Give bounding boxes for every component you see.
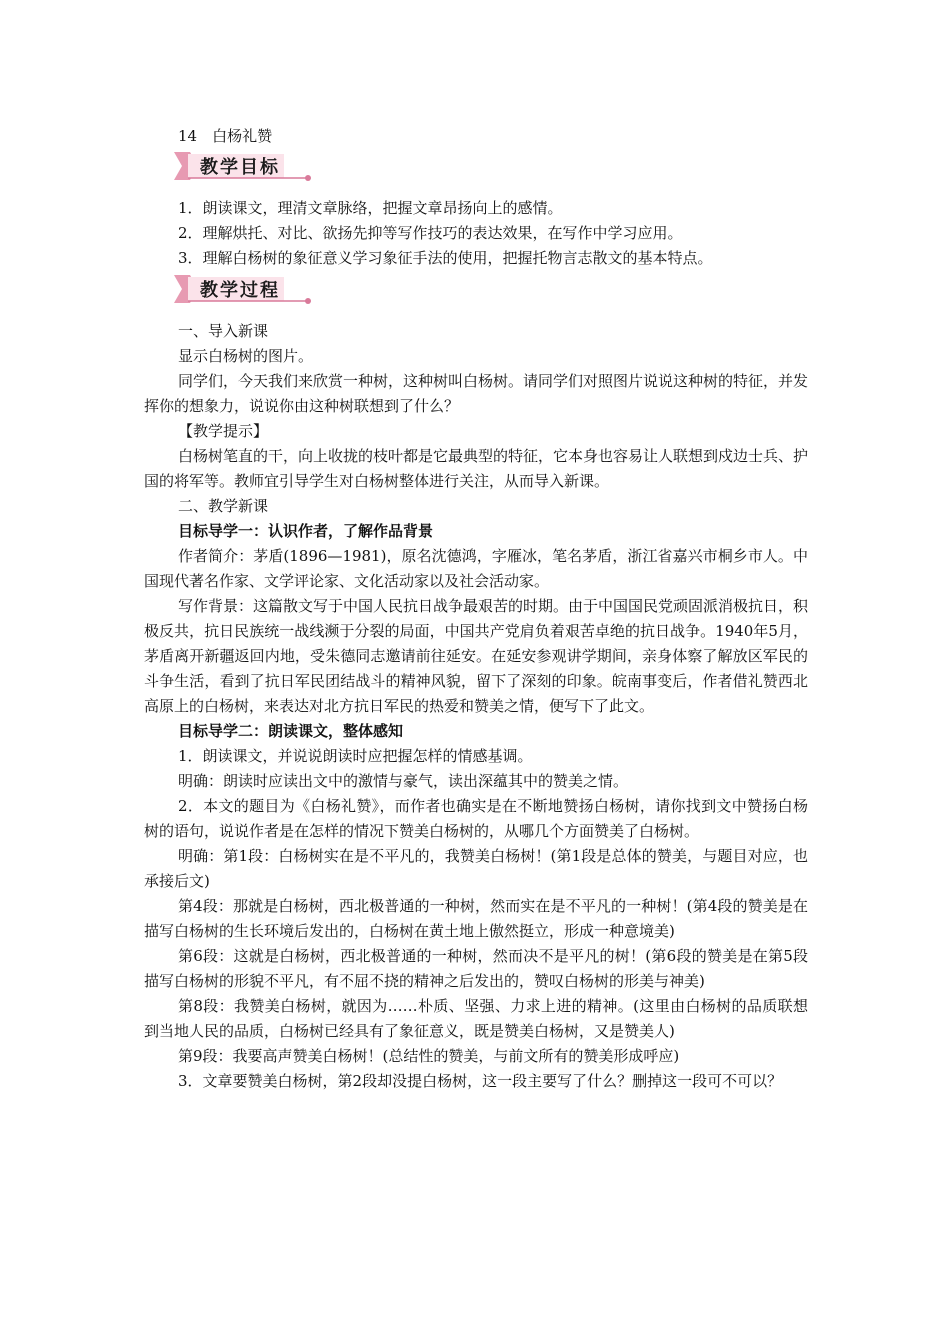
- goal-heading: 目标导学一：认识作者，了解作品背景: [178, 522, 434, 540]
- section-heading: 一、导入新课: [178, 322, 269, 340]
- answer: 明确：朗读时应读出文中的激情与豪气，读出深蕴其中的赞美之情。: [178, 772, 629, 790]
- goal-heading: 目标导学二：朗读课文，整体感知: [178, 722, 404, 740]
- answer: 第4段：那就是白杨树，西北极普通的一种树，然而实在是不平凡的一种树！(第4段的赞美是在描写白杨树的生长环境后发出的，白杨树在黄土地上傲然挺立，形成一种意境美): [144, 897, 808, 940]
- paragraph: 显示白杨树的图片。: [178, 347, 314, 365]
- question: 3．文章要赞美白杨树，第2段却没提白杨树，这一段主要写了什么？删掉这一段可不可以？: [178, 1072, 783, 1090]
- paragraph: 写作背景：这篇散文写于中国人民抗日战争最艰苦的时期。由于中国国民党顽固派消极抗日，积极反共，抗日民族统一战线濒于分裂的局面，中国共产党肩负着艰苦卓绝的抗日战争。1940年5月，茅盾离开新疆返回内地，受朱德同志邀请前往延安。在延安参观讲学期间，亲身体察了解放区军民的斗争生活，看到了抗日军民团结战斗的精神风貌，留下了深刻的印象。皖南事变后，作者借礼赞西北高原上的白杨树，来表达对北方抗日军民的热爱和赞美之情，便写下了此文。: [144, 597, 809, 715]
- paragraph: 同学们，今天我们来欣赏一种树，这种树叫白杨树。请同学们对照图片说说这种树的特征，并发挥你的想象力，说说你由这种树联想到了什么？: [144, 372, 809, 415]
- section-heading: 二、教学新课: [178, 497, 269, 515]
- question: 1．朗读课文，并说说朗读时应把握怎样的情感基调。: [178, 747, 533, 765]
- objectives-banner: [174, 148, 314, 184]
- answer: 第8段：我赞美白杨树，就因为……朴质、坚强、力求上进的精神。(这里由白杨树的品质联想到当地人民的品质，白杨树已经具有了象征意义，既是赞美白杨树，又是赞美人): [144, 997, 808, 1040]
- paragraph: 白杨树笔直的干，向上收拢的枝叶都是它最典型的特征，它本身也容易让人联想到戍边士兵、护国的将军等。教师宜引导学生对白杨树整体进行关注，从而导入新课。: [144, 447, 809, 490]
- objective-item: 1．朗读课文，理清文章脉络，把握文章昂扬向上的感情。: [178, 199, 563, 217]
- document-page: [144, 124, 808, 1094]
- question: 2．本文的题目为《白杨礼赞》，而作者也确实是在不断地赞扬白杨树，请你找到文中赞扬白杨树的语句，说说作者是在怎样的情况下赞美白杨树的，从哪几个方面赞美了白杨树。: [144, 797, 808, 840]
- answer: 明确：第1段：白杨树实在是不平凡的，我赞美白杨树！(第1段是总体的赞美，与题目对应，也承接后文): [144, 847, 808, 890]
- lesson-title: 14 白杨礼赞: [178, 127, 273, 145]
- objective-item: 2．理解烘托、对比、欲扬先抑等写作技巧的表达效果，在写作中学习应用。: [178, 224, 683, 242]
- objective-item: 3．理解白杨树的象征意义学习象征手法的使用，把握托物言志散文的基本特点。: [178, 249, 713, 267]
- tip-label: 【教学提示】: [178, 422, 269, 440]
- paragraph: 作者简介：茅盾(1896—1981)，原名沈德鸿，字雁冰，笔名茅盾，浙江省嘉兴市桐乡市人。中国现代著名作家、文学评论家、文化活动家以及社会活动家。: [144, 547, 808, 590]
- process-banner-text: 教学过程: [200, 280, 280, 301]
- process-banner: [174, 271, 314, 307]
- answer: 第9段：我要高声赞美白杨树！(总结性的赞美，与前文所有的赞美形成呼应): [178, 1047, 680, 1065]
- answer: 第6段：这就是白杨树，西北极普通的一种树，然而决不是平凡的树！(第6段的赞美是在第5段描写白杨树的形貌不平凡，有不屈不挠的精神之后发出的，赞叹白杨树的形美与神美): [144, 947, 808, 990]
- objectives-banner-text: 教学目标: [200, 157, 280, 178]
